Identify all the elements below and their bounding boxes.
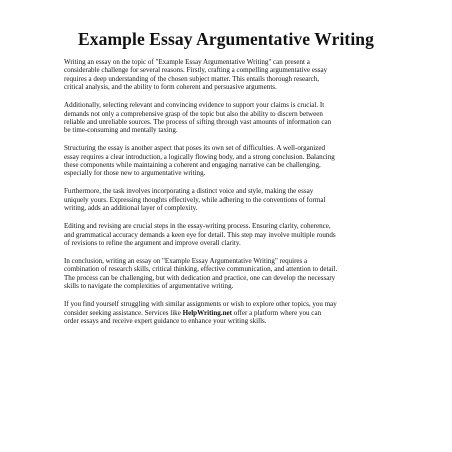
paragraph-7	[64, 300, 424, 325]
paragraph-line-with-link	[64, 309, 424, 317]
paragraph-line: Writing an essay on the topic of "Example Essay Argumentative Writing" can present a	[64, 58, 310, 66]
paragraph-6	[64, 257, 424, 291]
paragraph-line: especially for those new to argumentative writing.	[64, 169, 206, 178]
document-title: Example Essay Argumentative Writing	[78, 29, 374, 49]
service-link[interactable]: HelpWriting.net	[182, 308, 232, 317]
paragraph-line: Structuring the essay is another aspect that poses its own set of difficulties. A well-organized	[64, 144, 326, 153]
paragraph-line: writing, adds an additional layer of complexity.	[64, 204, 198, 213]
paragraph-line: be time-consuming and mentally taxing.	[64, 126, 178, 135]
paragraph-line: If you find yourself struggling with similar assignments or wish to explore other topics, you may	[64, 300, 337, 309]
paragraph-line: Furthermore, the task involves incorporating a distinct voice and style, making the essay	[64, 187, 314, 196]
paragraph-line: considerable challenge for several reasons. Firstly, crafting a compelling argumentative essay	[64, 66, 328, 75]
paragraph-4	[64, 187, 424, 212]
paragraph-3	[64, 144, 424, 178]
paragraph-line: critical analysis, and the ability to form coherent and persuasive arguments.	[64, 83, 277, 92]
paragraph-line: of revisions to refine the argument and improve overall clarity.	[64, 239, 241, 248]
paragraph-line: these components while maintaining a coherent and engaging narrative can be challenging,	[64, 161, 321, 170]
paragraph-line: order essays and receive expert guidance to enhance your writing skills.	[64, 316, 267, 325]
paragraph-line: Additionally, selecting relevant and convincing evidence to support your claims is crucial. It	[64, 101, 325, 110]
paragraph-line: In conclusion, writing an essay on "Example Essay Argumentative Writing" requires a	[64, 257, 308, 265]
paragraph-line: and grammatical accuracy demands a keen eye for detail. This step may involve multiple rounds	[64, 230, 336, 239]
paragraph-line: demands not only a comprehensive grasp of the topic but also the ability to discern between	[64, 109, 323, 118]
paragraph-5	[64, 222, 424, 247]
paragraph-line: The process can be challenging, but with dedication and practice, one can develop the necessary	[64, 273, 336, 282]
document-body	[64, 58, 424, 335]
paragraph-line: uniquely yours. Expressing thoughts effectively, while adhering to the conventions of formal	[64, 195, 326, 204]
paragraph-line: skills to navigate the complexities of argumentative writing.	[64, 282, 234, 291]
paragraph-2	[64, 101, 424, 135]
paragraph-line: requires a deep understanding of the chosen subject matter. This entails thorough research,	[64, 74, 320, 83]
paragraph-line: Editing and revising are crucial steps in the essay-writing process. Ensuring clarity, coherence,	[64, 222, 331, 231]
paragraph-line: essay requires a clear introduction, a logically flowing body, and a strong conclusion. Balancing	[64, 152, 335, 161]
paragraph-text: consider seeking assistance. Services like	[64, 308, 183, 317]
paragraph-line: combination of research skills, critical thinking, effective communication, and attention to detail.	[64, 265, 338, 274]
paragraph-1	[64, 58, 424, 92]
paragraph-line: reliable and unreliable sources. The process of sifting through vast amounts of information can	[64, 117, 332, 126]
paragraph-text: offer a platform where you can	[232, 308, 322, 317]
